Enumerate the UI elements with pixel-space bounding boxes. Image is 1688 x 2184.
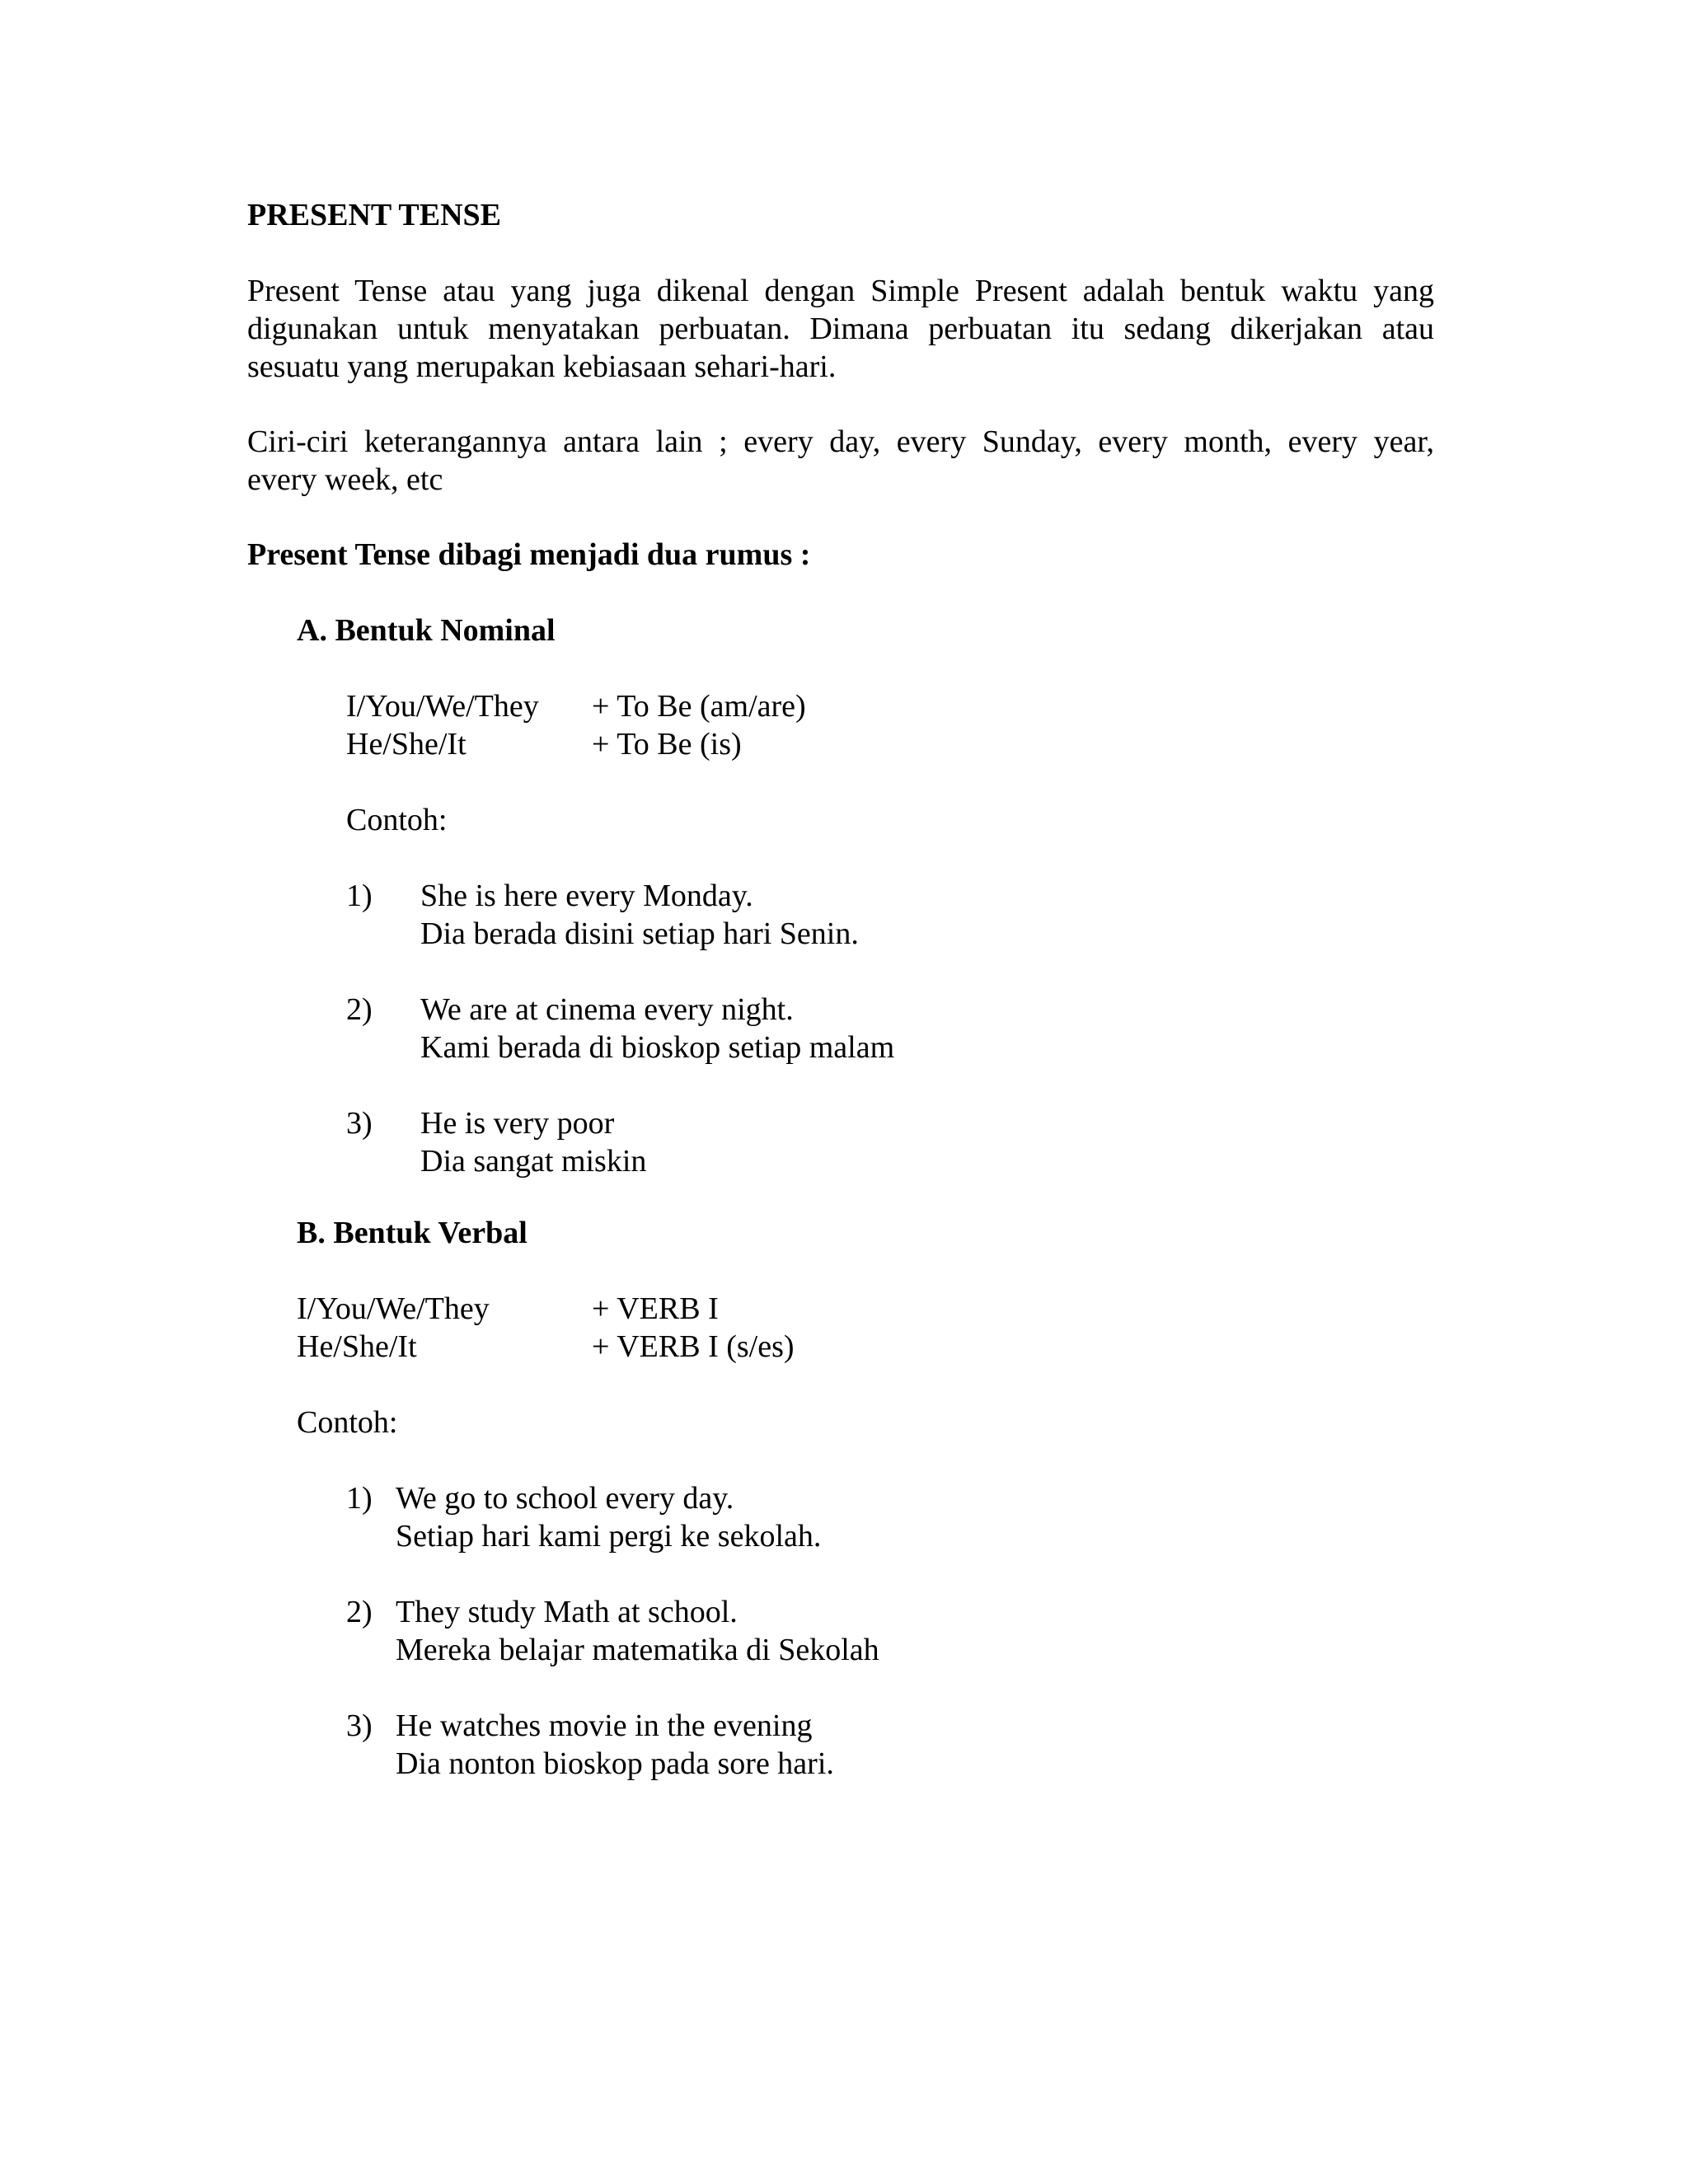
nominal-heading: A. Bentuk Nominal — [297, 613, 556, 648]
verbal-example-id-2: Mereka belajar matematika di Sekolah — [396, 1633, 879, 1667]
intro-line-3: sesuatu yang merupakan kebiasaan sehari-hari. — [247, 349, 837, 384]
verbal-example-num-2: 2) — [346, 1595, 373, 1629]
verbal-formula-rule-2: + VERB I (s/es) — [592, 1329, 795, 1364]
nominal-example-id-3: Dia sangat miskin — [420, 1144, 647, 1179]
nominal-formula-subject-1: I/You/We/They — [346, 689, 539, 724]
nominal-contoh-label: Contoh: — [346, 803, 448, 837]
nominal-example-id-1: Dia berada disini setiap hari Senin. — [420, 916, 859, 951]
ciri-line-2: every week, etc — [247, 462, 443, 497]
nominal-example-num-2: 2) — [346, 992, 373, 1027]
verbal-contoh-label: Contoh: — [297, 1405, 398, 1440]
nominal-formula-subject-2: He/She/It — [346, 727, 467, 762]
verbal-example-num-3: 3) — [346, 1708, 373, 1743]
nominal-formula-rule-1: + To Be (am/are) — [592, 689, 806, 724]
verbal-example-num-1: 1) — [346, 1481, 373, 1516]
nominal-example-num-1: 1) — [346, 879, 373, 913]
nominal-example-num-3: 3) — [346, 1106, 373, 1141]
page-title: PRESENT TENSE — [247, 198, 502, 232]
verbal-example-id-3: Dia nonton bioskop pada sore hari. — [396, 1746, 834, 1781]
rumus-heading: Present Tense dibagi menjadi dua rumus : — [247, 537, 811, 572]
nominal-formula-rule-2: + To Be (is) — [592, 727, 742, 762]
intro-line-2: digunakan untuk menyatakan perbuatan. Dimana perbuatan itu sedang dikerjakan atau — [247, 312, 1434, 346]
verbal-example-en-1: We go to school every day. — [396, 1481, 734, 1516]
verbal-formula-rule-1: + VERB I — [592, 1291, 719, 1326]
ciri-line-1: Ciri-ciri keterangannya antara lain ; every day, every Sunday, every month, every year, — [247, 424, 1434, 459]
verbal-heading: B. Bentuk Verbal — [297, 1216, 528, 1250]
nominal-example-en-1: She is here every Monday. — [420, 879, 753, 913]
verbal-formula-subject-2: He/She/It — [297, 1329, 417, 1364]
nominal-example-id-2: Kami berada di bioskop setiap malam — [420, 1030, 895, 1065]
nominal-example-en-2: We are at cinema every night. — [420, 992, 794, 1027]
verbal-example-en-3: He watches movie in the evening — [396, 1708, 813, 1743]
intro-line-1: Present Tense atau yang juga dikenal dengan Simple Present adalah bentuk waktu yang — [247, 274, 1434, 308]
nominal-example-en-3: He is very poor — [420, 1106, 615, 1141]
verbal-example-id-1: Setiap hari kami pergi ke sekolah. — [396, 1519, 822, 1554]
verbal-formula-subject-1: I/You/We/They — [297, 1291, 490, 1326]
verbal-example-en-2: They study Math at school. — [396, 1595, 738, 1629]
